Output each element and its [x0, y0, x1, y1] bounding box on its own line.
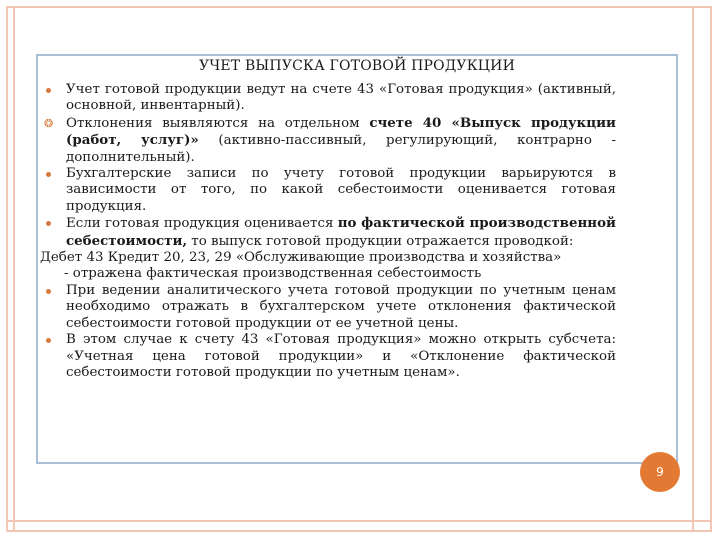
text-run: счете 40 «Выпуск продукции (работ, услуг)»: [66, 114, 616, 149]
bullet-text: [66, 215, 616, 250]
frame-line-left: [13, 6, 15, 532]
dot-bullet-icon: [46, 172, 51, 177]
text-run: то выпуск готовой продукции отражается проводкой:: [187, 233, 574, 249]
bullet-item: [44, 115, 616, 166]
bullet-item: [44, 283, 616, 332]
bullet-text: [66, 82, 616, 115]
bullet-text: [66, 166, 616, 215]
text-run: Отклонения выявляются на отдельном: [66, 115, 370, 131]
sun-bullet-icon: ❂: [44, 116, 54, 130]
text-run: по фактической производственной себестоимости,: [66, 215, 616, 249]
posting-entry-note: - отражена фактическая производственная себестоимость: [64, 266, 482, 282]
text-run: В этом случае к счету 43 «Готовая продукция» можно открыть субсчета: «Учетная цена готовой продукции» и «Отклонение фактической себестоимости готовой продукции по учетным ценам».: [66, 332, 616, 380]
text-run: Если готовая продукция оценивается: [66, 216, 338, 232]
bullet-item: [44, 82, 616, 115]
posting-entry-line: [40, 250, 616, 266]
text-run: При ведении аналитического учета готовой продукции по учетным ценам необходимо отражать в бухгалтерском учете отклонения фактической себестоимости готовой продукции от ее учетной цены.: [66, 282, 616, 331]
page-number-badge: 9: [640, 452, 680, 492]
bullet-item: [44, 166, 616, 215]
dot-bullet-icon: [46, 221, 51, 226]
bullet-text: [66, 283, 616, 332]
posting-entry: [40, 250, 616, 283]
text-run: Дебет 43 Кредит 20, 23, 29 «Обслуживающие производства и хозяйства»: [40, 250, 562, 266]
dot-bullet-icon: [46, 289, 51, 294]
slide-body: [40, 82, 616, 381]
text-run: Учет готовой продукции ведут на счете 43 «Готовая продукция» (активный, основной, инвентарный).: [66, 82, 616, 114]
bullet-item: [44, 215, 616, 250]
frame-line-right: [692, 6, 694, 532]
bullet-text: [66, 115, 616, 166]
slide-title: УЧЕТ ВЫПУСКА ГОТОВОЙ ПРОДУКЦИИ: [199, 58, 515, 74]
dot-bullet-icon: [46, 338, 51, 343]
bullet-item: [44, 332, 616, 381]
text-run: (активно-пассивный, регулирующий, контрарно - дополнительный).: [66, 133, 616, 165]
dot-bullet-icon: [46, 88, 51, 93]
text-run: Бухгалтерские записи по учету готовой продукции варьируются в зависимости от того, по какой себестоимости оценивается готовая продукция.: [66, 166, 616, 214]
frame-line-bottom: [6, 520, 712, 522]
bullet-text: [66, 332, 616, 381]
